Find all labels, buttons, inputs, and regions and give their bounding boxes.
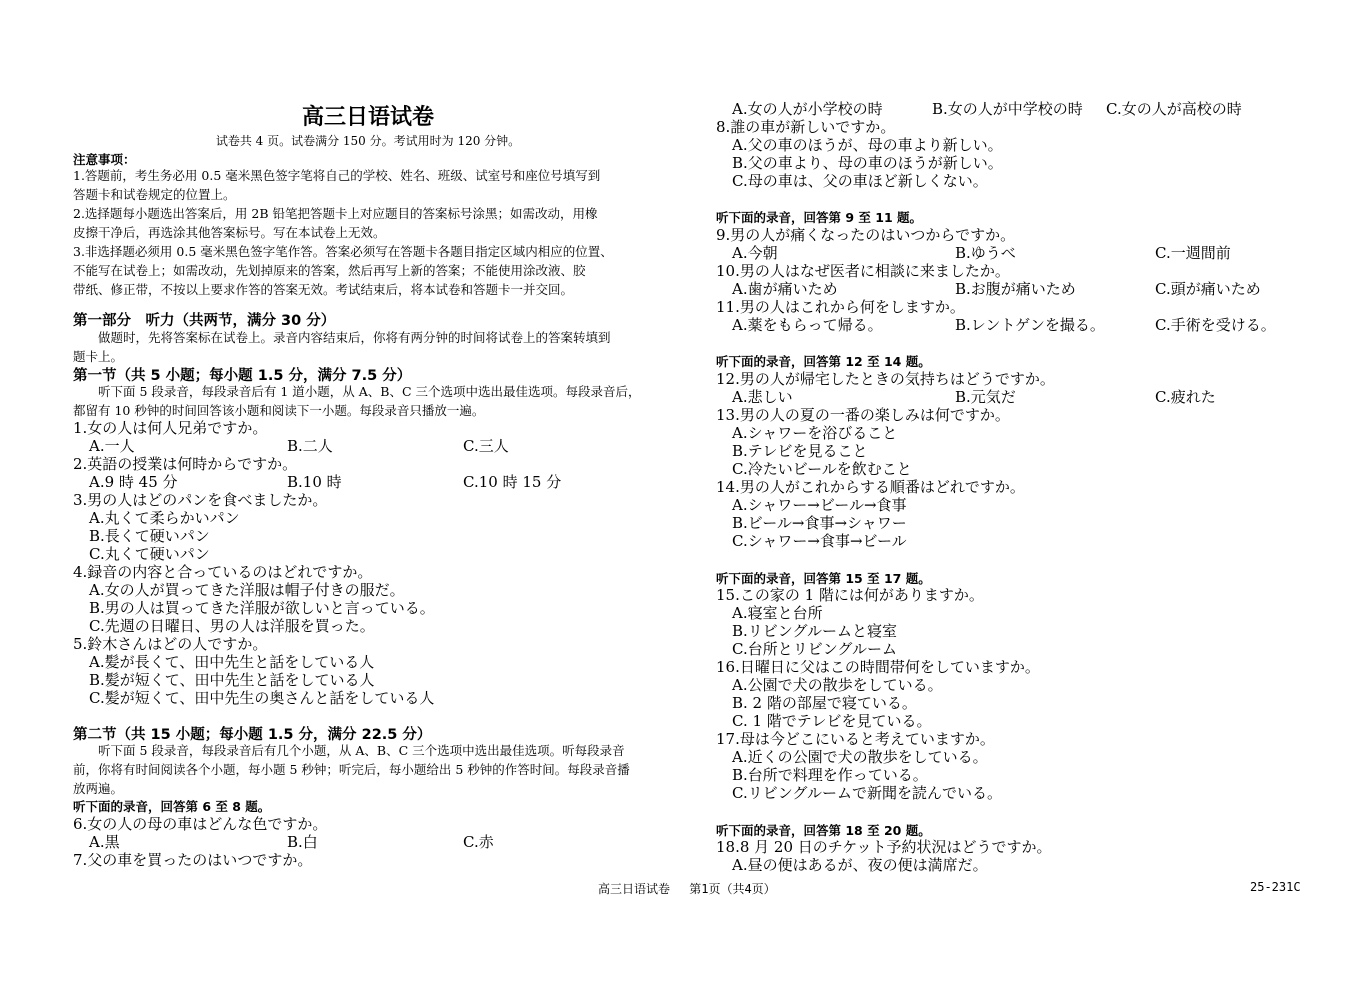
option-a: A.シャワー→ビール→食事: [732, 496, 907, 514]
intro-line: 做题时，先将答案标在试卷上。录音内容结束后，你将有两分钟的时间将试卷上的答案转填到: [73, 330, 611, 345]
notice-line: 3.非选择题必须用 0.5 毫米黑色签字笔作答。答案必须写在答题卡各题目指定区域内相应的位置、: [73, 244, 613, 259]
option-a: A.丸くて柔らかいパン: [89, 509, 240, 527]
option-a: A.今朝: [732, 244, 778, 262]
group-heading: 听下面的录音，回答第 15 至 17 题。: [716, 571, 931, 586]
question-9: 9.男の人が痛くなったのはいつからですか。: [716, 226, 1016, 244]
section1-intro: [73, 382, 663, 420]
option-b: B.髪が短くて、田中先生と話をしている人: [89, 671, 375, 689]
option-c: C.疲れた: [1155, 388, 1216, 406]
question-14: 14.男の人がこれからする順番はどれですか。: [716, 478, 1025, 496]
option-c: C.シャワー→食事→ビール: [732, 532, 907, 550]
group-heading: 听下面的录音，回答第 12 至 14 题。: [716, 354, 931, 369]
part1-intro: [73, 328, 663, 366]
question-16: 16.日曜日に父はこの時間帯何をしていますか。: [716, 658, 1040, 676]
intro-line: 放两遍。: [73, 781, 124, 796]
question-17: 17.母は今どこにいると考えていますか。: [716, 730, 995, 748]
question-7: 7.父の車を買ったのはいつですか。: [73, 851, 313, 869]
question-3: 3.男の人はどのパンを食べましたか。: [73, 491, 328, 509]
option-b: B.女の人が中学校の時: [932, 100, 1083, 118]
option-c: C.母の車は、父の車ほど新しくない。: [732, 172, 988, 190]
option-a: A.9 時 45 分: [89, 473, 178, 491]
notice-line: 不能写在试卷上；如需改动，先划掉原来的答案，然后再写上新的答案；不能使用涂改液、胶: [73, 263, 586, 278]
intro-line: 题卡上。: [73, 349, 124, 364]
intro-line: 听下面 5 段录音，每段录音后有 1 道小题，从 A、B、C 三个选项中选出最佳选项。每段录音后，: [73, 384, 641, 399]
option-a: A.黒: [89, 833, 120, 851]
question-10: 10.男の人はなぜ医者に相談に来ましたか。: [716, 262, 1010, 280]
group-heading: 听下面的录音，回答第 18 至 20 题。: [716, 823, 931, 838]
option-c: C.10 時 15 分: [463, 473, 562, 491]
option-b: B.元気だ: [955, 388, 1016, 406]
option-c: C.台所とリビングルーム: [732, 640, 897, 658]
notice-text: [73, 166, 663, 299]
question-12: 12.男の人が帰宅したときの気持ちはどうですか。: [716, 370, 1055, 388]
option-b: B.父の車より、母の車のほうが新しい。: [732, 154, 1003, 172]
part1-heading: 第一部分 听力（共两节，满分 30 分）: [73, 313, 336, 329]
option-a: A.女の人が小学校の時: [732, 100, 883, 118]
option-a: A.女の人が買ってきた洋服は帽子付きの服だ。: [89, 581, 405, 599]
question-6: 6.女の人の母の車はどんな色ですか。: [73, 815, 328, 833]
intro-line: 听下面 5 段录音，每段录音后有几个小题，从 A、B、C 三个选项中选出最佳选项。听每段录音: [73, 743, 625, 758]
option-c: C.リビングルームで新聞を読んでいる。: [732, 784, 1002, 802]
option-c: C.女の人が高校の時: [1106, 100, 1242, 118]
question-18: 18.8 月 20 日のチケット予約状況はどうですか。: [716, 838, 1052, 856]
option-b: B.ゆうべ: [955, 244, 1016, 262]
option-b: B.男の人は買ってきた洋服が欲しいと言っている。: [89, 599, 435, 617]
option-b: B.レントゲンを撮る。: [955, 316, 1105, 334]
option-a: A.薬をもらって帰る。: [732, 316, 883, 334]
question-2: 2.英語の授業は何時からですか。: [73, 455, 298, 473]
option-c: C.赤: [463, 833, 494, 851]
exam-code: 25-231C: [1250, 880, 1301, 894]
notice-line: 2.选择题每小题选出答案后，用 2B 铅笔把答题卡上对应题目的答案标号涂黑；如需改动，用橡: [73, 206, 598, 221]
section1-heading: 第一节（共 5 小题；每小题 1.5 分，满分 7.5 分）: [73, 368, 412, 384]
section2-intro: [73, 741, 663, 798]
question-1: 1.女の人は何人兄弟ですか。: [73, 419, 268, 437]
option-b: B. 2 階の部屋で寝ている。: [732, 694, 917, 712]
notice-heading: 注意事项：: [73, 152, 136, 167]
question-8: 8.誰の車が新しいですか。: [716, 118, 896, 136]
option-b: B.10 時: [287, 473, 342, 491]
question-15: 15.この家の 1 階には何がありますか。: [716, 586, 984, 604]
group-heading: 听下面的录音，回答第 6 至 8 题。: [73, 799, 271, 814]
option-b: B.二人: [287, 437, 333, 455]
option-a: A.公園で犬の散歩をしている。: [732, 676, 943, 694]
section2-heading: 第二节（共 15 小题；每小题 1.5 分，满分 22.5 分）: [73, 727, 432, 743]
option-c: C.頭が痛いため: [1155, 280, 1261, 298]
option-c: C.三人: [463, 437, 509, 455]
notice-line: 带纸、修正带，不按以上要求作答的答案无效。考试结束后，将本试卷和答题卡一并交回。: [73, 282, 574, 297]
question-13: 13.男の人の夏の一番の楽しみは何ですか。: [716, 406, 1010, 424]
exam-subtitle: 试卷共 4 页。试卷满分 150 分。考试用时为 120 分钟。: [215, 134, 521, 148]
option-a: A.髪が長くて、田中先生と話をしている人: [89, 653, 375, 671]
notice-line: 1.答题前，考生务必用 0.5 毫米黑色签字笔将自己的学校、姓名、班级、试室号和座位号填写到: [73, 168, 601, 183]
option-c: C.丸くて硬いパン: [89, 545, 210, 563]
option-b: B.白: [287, 833, 318, 851]
option-a: A.一人: [89, 437, 135, 455]
option-b: B.テレビを見ること: [732, 442, 868, 460]
option-c: C. 1 階でテレビを見ている。: [732, 712, 932, 730]
intro-line: 都留有 10 秒钟的时间回答该小题和阅读下一小题。每段录音只播放一遍。: [73, 403, 485, 418]
option-c: C.先週の日曜日、男の人は洋服を買った。: [89, 617, 375, 635]
intro-line: 前，你将有时间阅读各个小题，每小题 5 秒钟；听完后，每小题给出 5 秒钟的作答时间。每段录音播: [73, 762, 630, 777]
option-c: C.手術を受ける。: [1155, 316, 1276, 334]
option-a: A.悲しい: [732, 388, 793, 406]
option-b: B.台所で料理を作っている。: [732, 766, 928, 784]
exam-title: 高三日语试卷: [301, 105, 434, 130]
option-a: A.昼の便はあるが、夜の便は満席だ。: [732, 856, 988, 874]
notice-line: 皮擦干净后，再选涂其他答案标号。写在本试卷上无效。: [73, 225, 386, 240]
option-c: C.髪が短くて、田中先生の奥さんと話をしている人: [89, 689, 435, 707]
notice-line: 答题卡和试卷规定的位置上。: [73, 187, 236, 202]
option-b: B.長くて硬いパン: [89, 527, 210, 545]
option-a: A.歯が痛いため: [732, 280, 838, 298]
option-a: A.寝室と台所: [732, 604, 823, 622]
question-4: 4.録音の内容と合っているのはどれですか。: [73, 563, 373, 581]
option-a: A.シャワーを浴びること: [732, 424, 898, 442]
page-footer: 高三日语试卷 第1页（共4页）: [598, 882, 776, 896]
option-c: C.冷たいビールを飲むこと: [732, 460, 912, 478]
option-a: A.近くの公園で犬の散歩をしている。: [732, 748, 988, 766]
question-11: 11.男の人はこれから何をしますか。: [716, 298, 965, 316]
option-b: B.リビングルームと寝室: [732, 622, 898, 640]
question-5: 5.鈴木さんはどの人ですか。: [73, 635, 268, 653]
option-c: C.一週間前: [1155, 244, 1231, 262]
option-b: B.ビール→食事→シャワー: [732, 514, 907, 532]
option-b: B.お腹が痛いため: [955, 280, 1076, 298]
option-a: A.父の車のほうが、母の車より新しい。: [732, 136, 1003, 154]
group-heading: 听下面的录音，回答第 9 至 11 题。: [716, 210, 923, 225]
